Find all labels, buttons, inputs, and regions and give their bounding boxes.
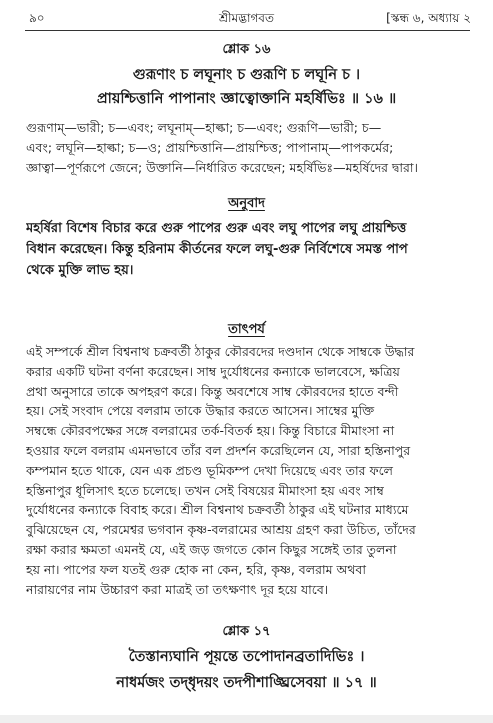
synonyms bbox=[26, 118, 470, 177]
translation-text bbox=[26, 218, 470, 281]
purport-line: কম্পমান হতে থাকে, যেন এক প্রচণ্ড ভূমিকম্প দেখা দিয়েছে এবং তার ফলে bbox=[26, 462, 393, 478]
verse-16-heading: শ্লোক ১৬ bbox=[222, 42, 271, 57]
verse-17-line-1: তৈস্তান্যঘানি পূয়ন্তে তপোদানব্রতাদিভিঃ । bbox=[128, 649, 365, 665]
verse-17-line-2: নাধর্মজং তদ্‌ধৃদয়ং তদপীশাঙ্ঘ্রিসেবয়া ॥ ১৭ ॥ bbox=[116, 675, 377, 691]
synonyms-line: এবং; লঘূনি—হাল্কা; চ—ও; প্রায়শ্চিত্তানি—প্রায়শ্চিত্ত; পাপানাম্—পাপকর্মের; bbox=[26, 139, 394, 155]
translation-heading: অনুবাদ bbox=[228, 196, 265, 211]
synonyms-line: গুরূণাম্—ভারী; চ—এবং; লঘূনাম্—হাল্কা; চ—এবং; গুরূণি—ভারী; চ— bbox=[26, 120, 382, 135]
purport-heading: তাৎপর্য bbox=[228, 322, 265, 337]
purport-line: দুর্যোধনের কন্যাকে বিবাহ করে। শ্রীল বিশ্বনাথ চক্রবর্তী ঠাকুর এই ঘটনার মাধ্যমে bbox=[26, 502, 409, 518]
page-number: ৯০ bbox=[29, 11, 45, 25]
purport-line: রক্ষা করার ক্ষমতা এমনই যে, এই জড় জগতে কোন কিছুর সঙ্গেই তার তুলনা bbox=[26, 541, 397, 557]
purport-line: সম্বন্ধে কৌরবপক্ষের সঙ্গে বলরামের তর্ক-বিতর্ক হয়। কিন্তু বিচারে মীমাংসা না bbox=[26, 423, 395, 439]
page-bottom-margin bbox=[0, 715, 493, 723]
purport-line: বুঝিয়েছেন যে, পরমেশ্বর ভগবান কৃষ্ণ-বলরামের আশ্রয় গ্রহণ করা উচিত, তাঁদের bbox=[26, 522, 416, 538]
section-reference: [স্কন্ধ ৬, অধ্যায় ২ bbox=[386, 11, 471, 25]
purport-line: নারায়ণের নাম উচ্চারণ করা মাত্রই তা তৎক্ষণাৎ দূর হয়ে যাবে। bbox=[26, 581, 329, 597]
book-title: শ্রীমদ্ভাগবত bbox=[218, 11, 274, 25]
page-header bbox=[0, 6, 493, 28]
header-rule bbox=[25, 30, 470, 31]
purport-line: করার একটি ঘটনা বর্ণনা করেছেন। সাম্ব দুর্যোধনের কন্যাকে ভালবেসে, ক্ষত্রিয় bbox=[26, 363, 400, 379]
purport-line: হয়। সেই সংবাদ পেয়ে বলরাম তাকে উদ্ধার করতে আসেন। সাম্বের মুক্তি bbox=[26, 403, 375, 419]
purport-line: হওয়ার ফলে বলরাম এমনভাবে তাঁর বল প্রদর্শন করেছিলেন যে, সারা হস্তিনাপুর bbox=[26, 442, 411, 458]
translation-line: বিধান করেছেন। কিন্তু হরিনাম কীর্তনের ফলে লঘু-গুরু নির্বিশেষে সমস্ত পাপ bbox=[26, 242, 408, 257]
purport-line: এই সম্পর্কে শ্রীল বিশ্বনাথ চক্রবর্তী ঠাকুর কৌরবদের দণ্ডদান থেকে সাম্বকে উদ্ধার bbox=[26, 344, 415, 359]
synonyms-line: জ্ঞাত্বা—পূর্ণরূপে জেনে; উক্তানি—নির্ধারিত করেছেন; মহর্ষিভিঃ—মহর্ষিদের দ্বারা। bbox=[26, 159, 419, 175]
translation-line: থেকে মুক্তি লাভ হয়। bbox=[26, 263, 134, 278]
translation-line: মহর্ষিরা বিশেষ বিচার করে গুরু পাপের গুরু এবং লঘু পাপের লঘু প্রায়শ্চিত্ত bbox=[26, 221, 407, 236]
purport-line: হয় না। পাপের ফল যতই গুরু হোক না কেন, হরি, কৃষ্ণ, বলরাম অথবা bbox=[26, 561, 366, 577]
purport-line: হস্তিনাপুর ধূলিসাৎ হতে চলেছে। তখন সেই বিষয়ের মীমাংসা হয় এবং সাম্ব bbox=[26, 482, 384, 498]
verse-16-line-2: প্রায়শ্চিত্তানি পাপানাং জ্ঞাত্বোক্তানি মহর্ষিভিঃ ॥ ১৬ ॥ bbox=[96, 91, 397, 107]
purport-text bbox=[26, 342, 470, 599]
verse-17-heading: শ্লোক ১৭ bbox=[222, 624, 271, 639]
verse-16-line-1: গুরূণাং চ লঘূনাং চ গুরূণি চ লঘূনি চ । bbox=[132, 67, 361, 83]
purport-line: প্রথা অনুসারে তাকে অপহরণ করে। কিন্তু অবশেষে সাম্ব কৌরবদের হাতে বন্দী bbox=[26, 383, 399, 399]
